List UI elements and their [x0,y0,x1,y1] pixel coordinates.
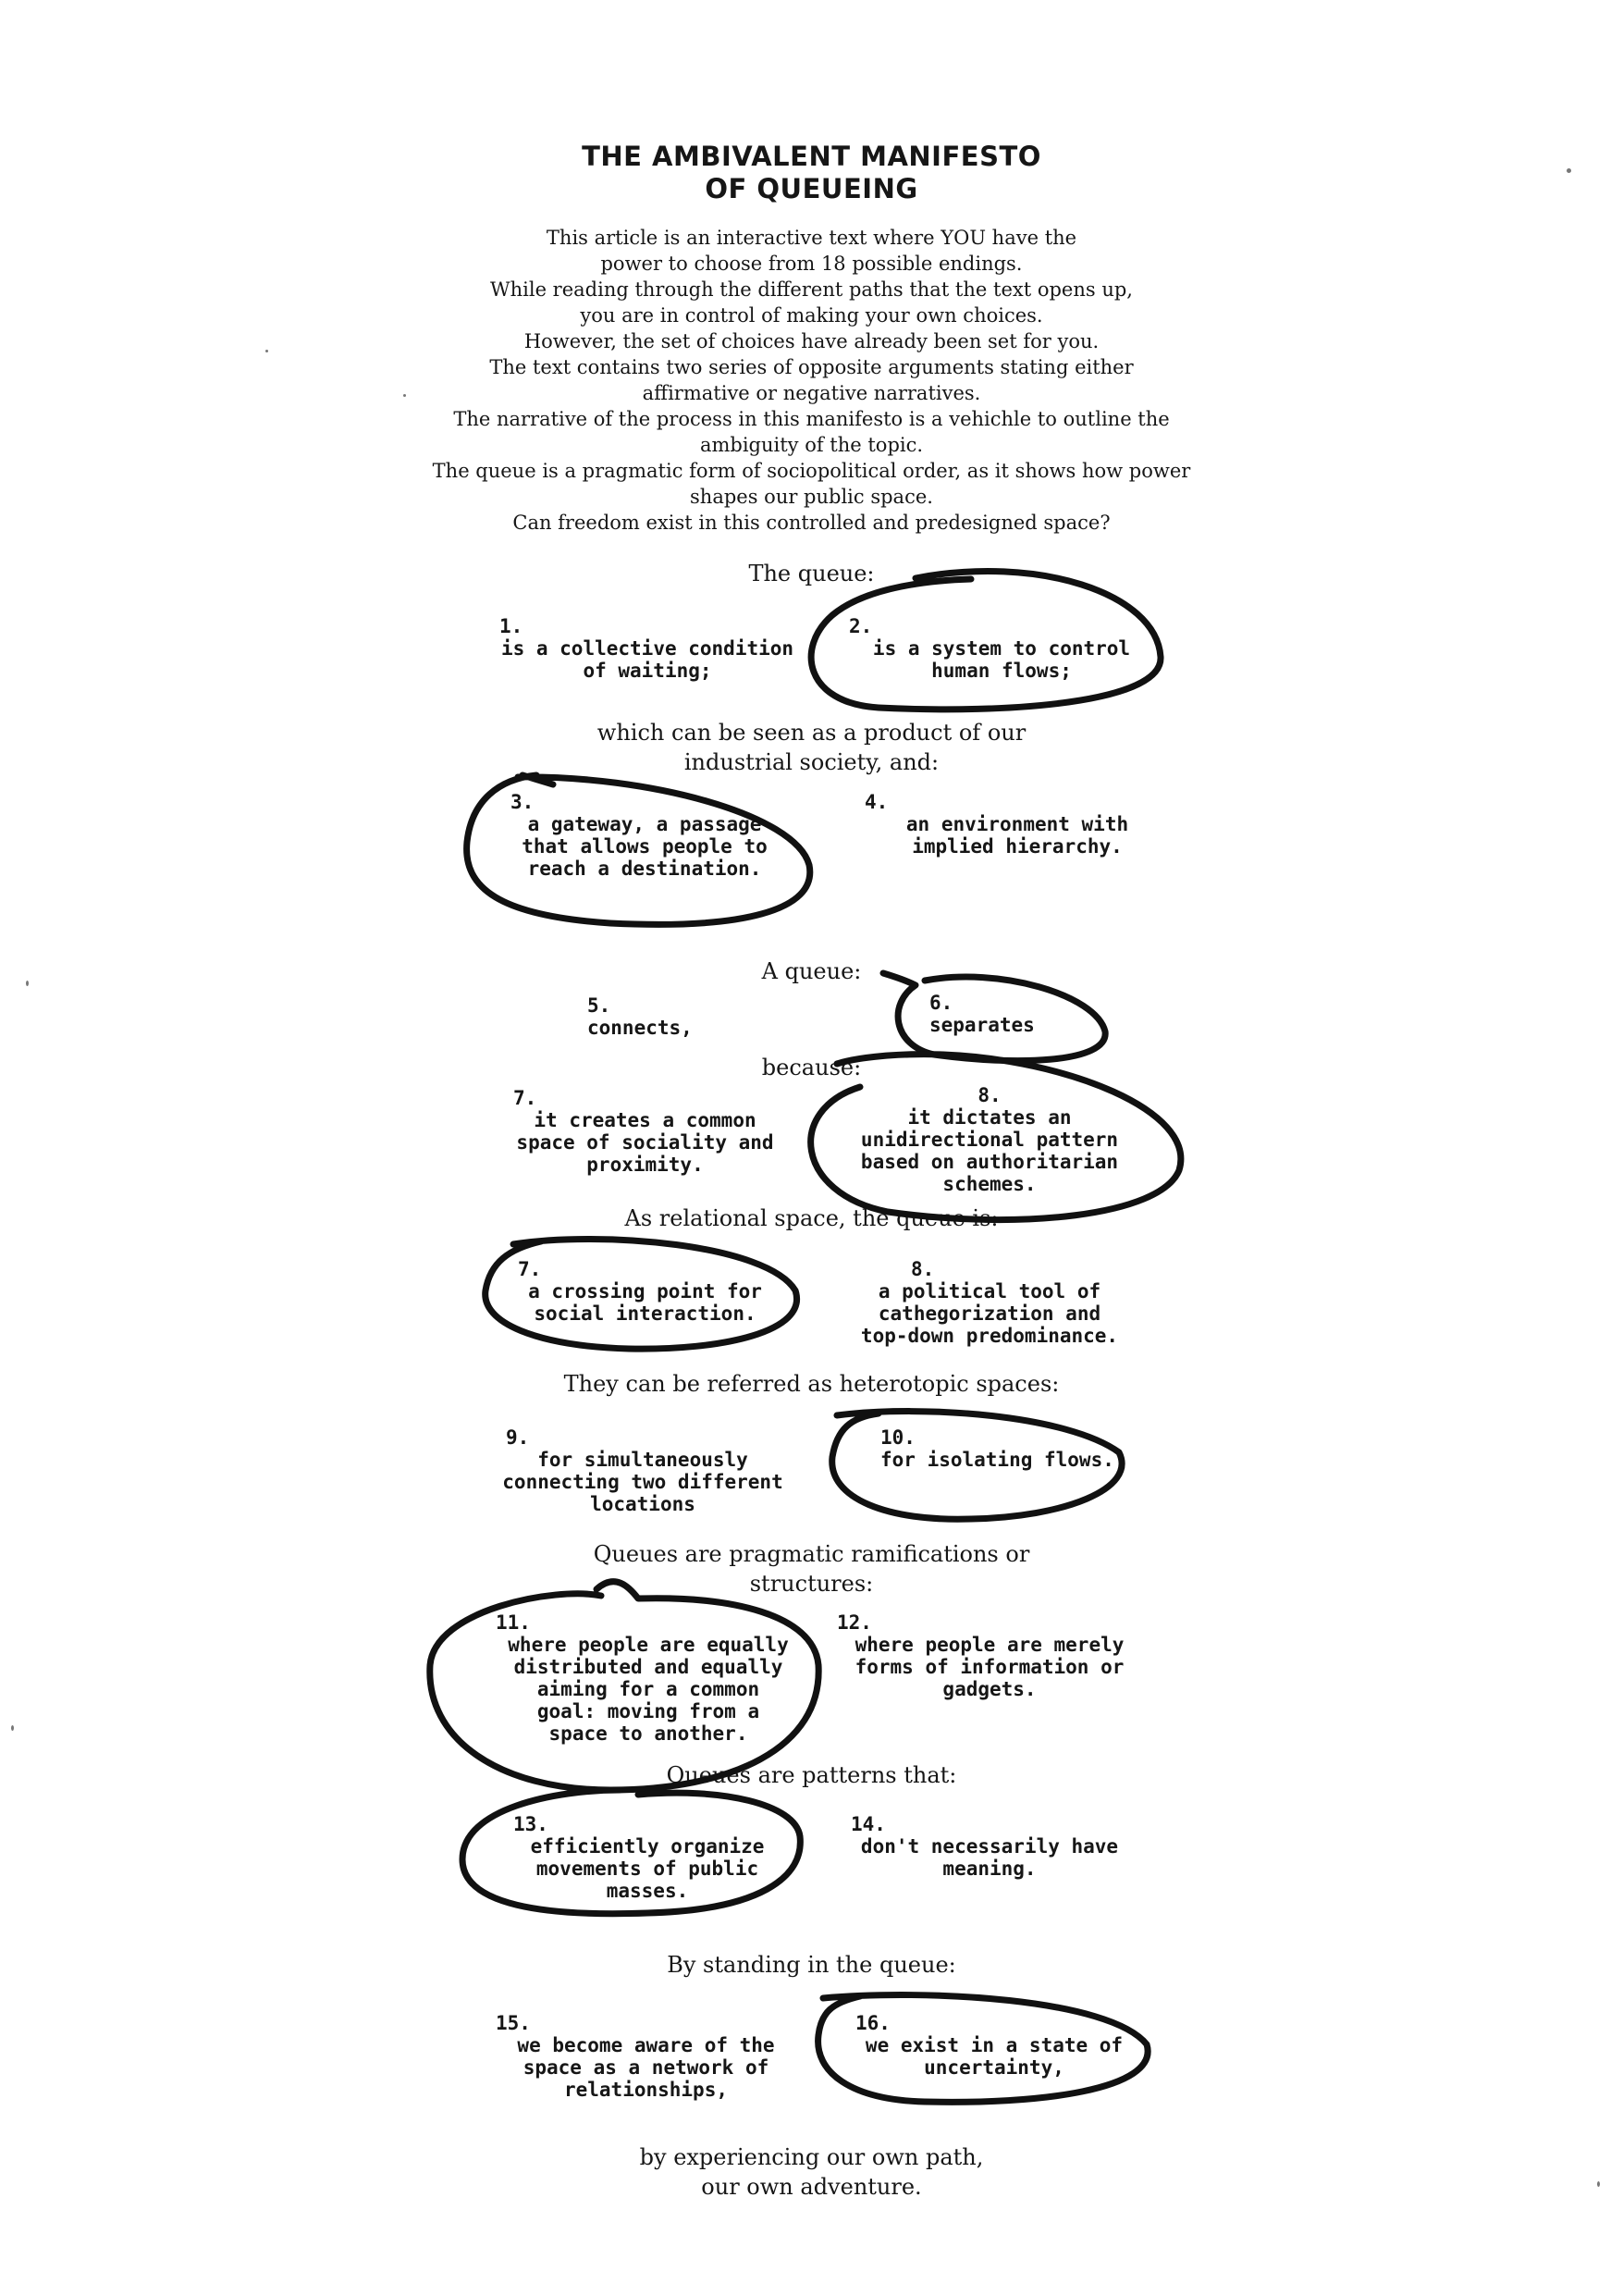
prompt-line: structures: [749,1571,874,1597]
option-8 [846,1084,1133,1195]
option-4 [865,791,1170,858]
intro-line: power to choose from 18 possible endings. [600,253,1023,275]
prompt-heterotopic [0,1369,1623,1399]
prompt-line: By standing in the queue: [667,1952,956,1978]
option-text: proximity. [586,1154,704,1176]
option-text: masses. [606,1880,689,1902]
option-number: 9. [506,1426,530,1449]
option-text: social interaction. [534,1302,756,1325]
option-number: 6. [929,992,953,1014]
option-1 [499,615,795,682]
option-number: 5. [587,994,611,1017]
option-text: is a collective condition [500,637,794,660]
prompt-line: The queue: [748,561,875,586]
option-text: meaning. [942,1858,1037,1880]
intro-line: The narrative of the process in this manifesto is a vehichle to outline the [453,408,1170,430]
intro-line: This article is an interactive text where YOU have the [546,227,1077,249]
prompt-line: which can be seen as a product of our [596,720,1027,746]
option-18 [855,2012,1133,2079]
option-text: is a system to control [872,637,1131,660]
option-13 [496,1611,801,1745]
option-number: 10. [880,1426,916,1449]
option-number: 2. [849,615,873,637]
option-number: 15. [496,2012,531,2034]
option-text: of waiting; [583,660,712,682]
option-text: separates [929,1014,1035,1036]
option-text: based on authoritarian [860,1151,1119,1173]
intro-line: affirmative or negative narratives. [642,382,981,404]
option-15 [513,1813,781,1902]
option-17 [496,2012,796,2101]
prompt-line: They can be referred as heterotopic spaces: [563,1371,1060,1397]
prompt-line: A queue: [761,958,862,984]
prompt-because [0,1053,1623,1082]
prompt-ramifications [0,1539,1623,1599]
option-text: where people are merely [855,1634,1125,1656]
prompt-line: because: [761,1055,862,1080]
scan-speck [1567,168,1571,173]
title-line: THE AMBIVALENT MANIFESTO [582,141,1041,172]
option-12 [880,1426,1121,1471]
option-text: space as a network of [523,2056,769,2079]
intro-line: Can freedom exist in this controlled and predesigned space? [512,512,1111,534]
option-text: goal: moving from a [536,1700,760,1722]
option-text: relationships, [563,2079,728,2101]
option-text: don't necessarily have [860,1835,1119,1858]
option-number: 8. [911,1258,935,1280]
option-5 [587,994,772,1039]
option-number: 7. [513,1087,537,1109]
option-text: it creates a common [534,1109,756,1131]
scan-speck [403,394,406,397]
intro-paragraph [0,225,1623,536]
option-text: forms of information or [855,1656,1125,1678]
option-11 [495,1426,791,1515]
prompt-line: Queues are pragmatic ramifications or [593,1541,1030,1567]
intro-line: ambiguity of the topic. [699,434,924,456]
option-text: reach a destination. [527,858,762,880]
option-text: uncertainty, [924,2056,1064,2079]
option-number: 16. [855,2012,891,2034]
option-text: for simultaneously [537,1449,748,1471]
option-text: aiming for a common [536,1678,760,1700]
document-title [0,141,1623,205]
option-3 [510,791,779,880]
prompt-line: our own adventure. [701,2174,922,2200]
prompt-line: As relational space, the queue is: [624,1205,999,1231]
intro-line: The text contains two series of opposite arguments stating either [489,356,1134,378]
option-text: human flows; [931,660,1072,682]
prompt-the-queue [0,559,1623,588]
intro-line: However, the set of choices have already been set for you. [523,330,1100,352]
intro-line: shapes our public space. [690,486,933,508]
scan-speck [26,981,29,986]
option-text: connecting two different [502,1471,783,1493]
prompt-line: Queues are patterns that: [666,1762,957,1788]
option-text: distributed and equally [513,1656,783,1678]
intro-line: you are in control of making your own choices. [580,304,1043,327]
option-9 [518,1258,772,1325]
option-text: where people are equally [508,1634,789,1656]
option-7 [513,1087,777,1176]
option-text: a political tool of [878,1280,1101,1302]
prompt-line: by experiencing our own path, [639,2144,984,2170]
option-number: 12. [837,1611,872,1634]
option-text: space to another. [548,1722,748,1745]
option-text: cathegorization and [878,1302,1101,1325]
option-text: space of sociality and [516,1131,774,1154]
option-14 [837,1611,1142,1700]
option-text: unidirectional pattern [860,1129,1119,1151]
option-text: connects, [587,1017,693,1039]
option-number: 14. [851,1813,886,1835]
intro-line: While reading through the different paths that the text opens up, [490,278,1133,301]
intro-line: The queue is a pragmatic form of sociopolitical order, as it shows how power [432,460,1191,482]
prompt-patterns [0,1760,1623,1790]
option-text: movements of public [535,1858,759,1880]
option-16 [851,1813,1128,1880]
option-number: 3. [510,791,535,813]
option-text: schemes. [942,1173,1037,1195]
option-text: locations [590,1493,695,1515]
option-text: a crossing point for [528,1280,762,1302]
prompt-standing [0,1950,1623,1980]
option-text: that allows people to [522,835,768,858]
scan-speck [1597,2181,1600,2187]
option-number: 8. [977,1084,1002,1106]
prompt-relational-space [0,1204,1623,1233]
option-text: we become aware of the [517,2034,775,2056]
option-text: for isolating flows. [880,1449,1114,1471]
option-text: it dictates an [907,1106,1072,1129]
option-6 [929,992,1114,1036]
option-number: 4. [865,791,889,813]
prompt-line: industrial society, and: [683,749,940,775]
option-text: implied hierarchy. [912,835,1123,858]
title-line: OF QUEUEING [705,172,918,204]
option-number: 11. [496,1611,531,1634]
option-text: we exist in a state of [865,2034,1124,2056]
option-number: 13. [513,1813,548,1835]
option-text: efficiently organize [530,1835,765,1858]
option-text: gadgets. [942,1678,1037,1700]
option-text: a gateway, a passage [527,813,762,835]
option-text: top-down predominance. [860,1325,1119,1347]
option-number: 1. [499,615,523,637]
option-2 [849,615,1154,682]
option-number: 7. [518,1258,542,1280]
closing-lines [0,2142,1623,2202]
prompt-industrial-society [0,718,1623,777]
scan-speck [265,350,268,352]
prompt-a-queue [0,957,1623,986]
option-text: an environment with [905,813,1129,835]
option-10 [837,1258,1142,1347]
scan-speck [11,1725,14,1731]
